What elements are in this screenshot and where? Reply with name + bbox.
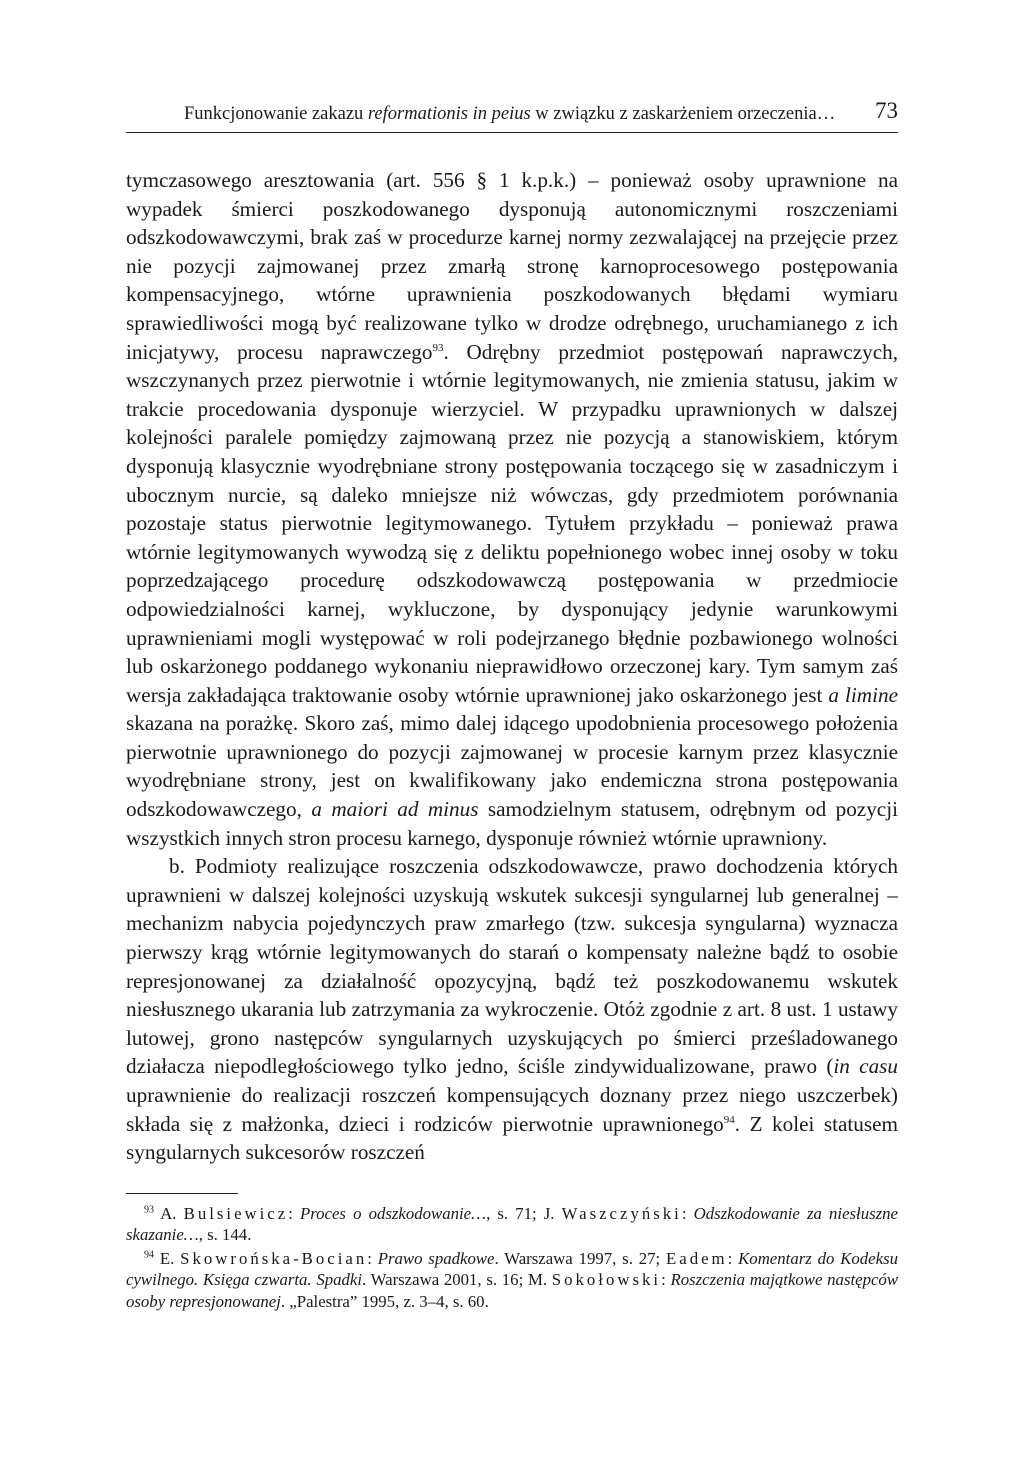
- text-run: b. Podmioty realizujące roszczenia odszkodowawcze, prawo dochodzenia których uprawnieni w dalszej kolejności uzyskują wskutek sukcesji syngularnej lub generalnej – mechanizm nabycia pojedynczych praw zmarłego (tzw. sukcesja syngularna) wyznacza pierwszy krąg wtórnie legitymowanych do starań o kompensaty należne bądź to osobie represjonowanej za działalność opozycyjną, bądź też poszkodowanemu wskutek niesłusznego ukarania lub zatrzymania za wykroczenie. Otóż zgodnie z art. 8 ust. 1 ustawy lutowej, grono następców syngularnych uzyskujących po śmierci prześladowanego działacza niepodległościowego tylko jedno, ściśle zindywidualizowane, prawo (: [126, 854, 898, 1079]
- running-title-part: w związku z zaskarżeniem orzeczenia…: [530, 104, 836, 124]
- text-run: , s. 144.: [198, 1225, 252, 1245]
- text-run: E.: [154, 1248, 181, 1268]
- text-run: . „Palestra” 1995, z. 3–4, s. 60.: [280, 1291, 489, 1311]
- paragraph: [126, 166, 898, 852]
- text-run: . Odrębny przedmiot postępowań naprawczych, wszczynanych przez pierwotnie i wtórnie legitymowanych, nie zmienia statusu, jakim w trakcie procedowania dysponuje wierzyciel. W przypadku uprawnionych w dalszej kolejności paralele pomiędzy zajmowaną przez nie pozycją a stanowiskiem, którym dysponują klasycznie wyodrębniane strony postępowania toczącego się w zasadniczym i ubocznym nurcie, są daleko mniejsze niż wówczas, gdy przedmiotem porównania pozostaje status pierwotnie legitymowanego. Tytułem przykładu – ponieważ prawa wtórnie legitymowanych wywodzą się z deliktu popełnionego wobec innej osoby w toku poprzedzającego procedurę odszkodowawczą postępowania w przedmiocie odpowiedzialności karnej, wykluczone, by dysponujący jedynie warunkowymi uprawnieniami mogli występować w roli podejrzanego błędnie pozbawionego wolności lub oskarżonego poddanego wykonaniu nieprawidłowo orzeczonej kary. Tym samym zaś wersja zakładająca traktowanie osoby wtórnie uprawnionej jako oskarżonego jest: [126, 339, 898, 707]
- footnotes: [126, 1203, 898, 1314]
- footnote-number: 93: [144, 1204, 154, 1216]
- work-title: Prawo spadkowe: [377, 1248, 495, 1268]
- author-name: Waszczyński: [561, 1204, 682, 1223]
- main-text: [126, 166, 898, 1167]
- text-run: :: [288, 1204, 300, 1223]
- author-name: Sokołowski: [551, 1270, 662, 1290]
- running-title-part: Funkcjonowanie zakazu: [184, 104, 368, 124]
- running-title: [184, 104, 835, 125]
- text-run: :: [727, 1248, 739, 1268]
- text-run: . Z kolei statusem syngularnych sukcesorów roszczeń: [126, 1111, 899, 1165]
- footnote: [126, 1203, 898, 1246]
- footnote-separator: [126, 1193, 238, 1194]
- work-title: Komentarz do Kodeksu cywilnego. Księga czwarta. Spadki: [126, 1248, 899, 1290]
- paragraph: [126, 852, 898, 1167]
- footnote: [126, 1248, 898, 1312]
- text-run: . Warszawa 2001, s. 16; M.: [362, 1270, 552, 1290]
- text-run: uprawnienie do realizacji roszczeń kompensujących doznany przez niego uszczerbek) składa się z małżonka, dzieci i rodziców pierwotnie uprawnionego: [126, 1083, 898, 1136]
- text-run: , s. 71; J.: [486, 1204, 562, 1223]
- footnote-number: 94: [144, 1249, 154, 1261]
- text-run: A.: [154, 1204, 184, 1223]
- text-run: :: [367, 1248, 378, 1268]
- running-header: [126, 98, 898, 133]
- author-name: Bulsiewicz: [183, 1204, 289, 1223]
- italic-phrase: in casu: [833, 1054, 898, 1079]
- text-run: samodzielnym statusem, odrębnym od pozycji wszystkich innych stron procesu karnego, dysponuje również wtórnie uprawniony.: [126, 797, 898, 850]
- author-name: Skowrońska-Bocian: [180, 1248, 368, 1268]
- running-title-italic: reformationis in peius: [367, 104, 531, 124]
- footnote-ref[interactable]: 93: [432, 341, 444, 354]
- text-run: skazana na porażkę. Skoro zaś, mimo dalej idącego upodobnienia procesowego położenia pierwotnie uprawnionego do pozycji zajmowanej w procesie karnym przez klasycznie wyodrębniane strony, jest on kwalifikowany jako endemiczna strona postępowania odszkodowawczego,: [126, 711, 898, 822]
- page-number: 73: [875, 98, 898, 123]
- author-name: Eadem: [666, 1248, 728, 1268]
- italic-phrase: a limine: [828, 682, 898, 707]
- text-run: :: [681, 1204, 694, 1223]
- text-run: :: [661, 1270, 671, 1290]
- work-title: Proces o odszkodowanie…: [299, 1204, 487, 1223]
- text-run: tymczasowego aresztowania (art. 556 § 1 k.p.k.) – ponieważ osoby uprawnione na wypadek śmierci poszkodowanego dysponują autonomicznymi roszczeniami odszkodowawczymi, brak zaś w procedurze karnej normy zezwalającej na przejęcie przez nie pozycji zajmowanej przez zmarłą stronę karnoprocesowego postępowania kompensacyjnego, wtórne uprawnienia poszkodowanych błędami wymiaru sprawiedliwości mogą być realizowane tylko w drodze odrębnego, uruchamianego z ich inicjatywy, procesu naprawczego: [126, 168, 898, 364]
- italic-phrase: a maiori ad minus: [311, 797, 479, 822]
- text-run: . Warszawa 1997, s. 27;: [494, 1248, 667, 1268]
- footnote-ref[interactable]: 94: [723, 1113, 735, 1126]
- work-title: Roszczenia majątkowe następców osoby represjonowanej: [126, 1270, 899, 1311]
- work-title: Odszkodowanie za niesłuszne skazanie…: [126, 1204, 899, 1245]
